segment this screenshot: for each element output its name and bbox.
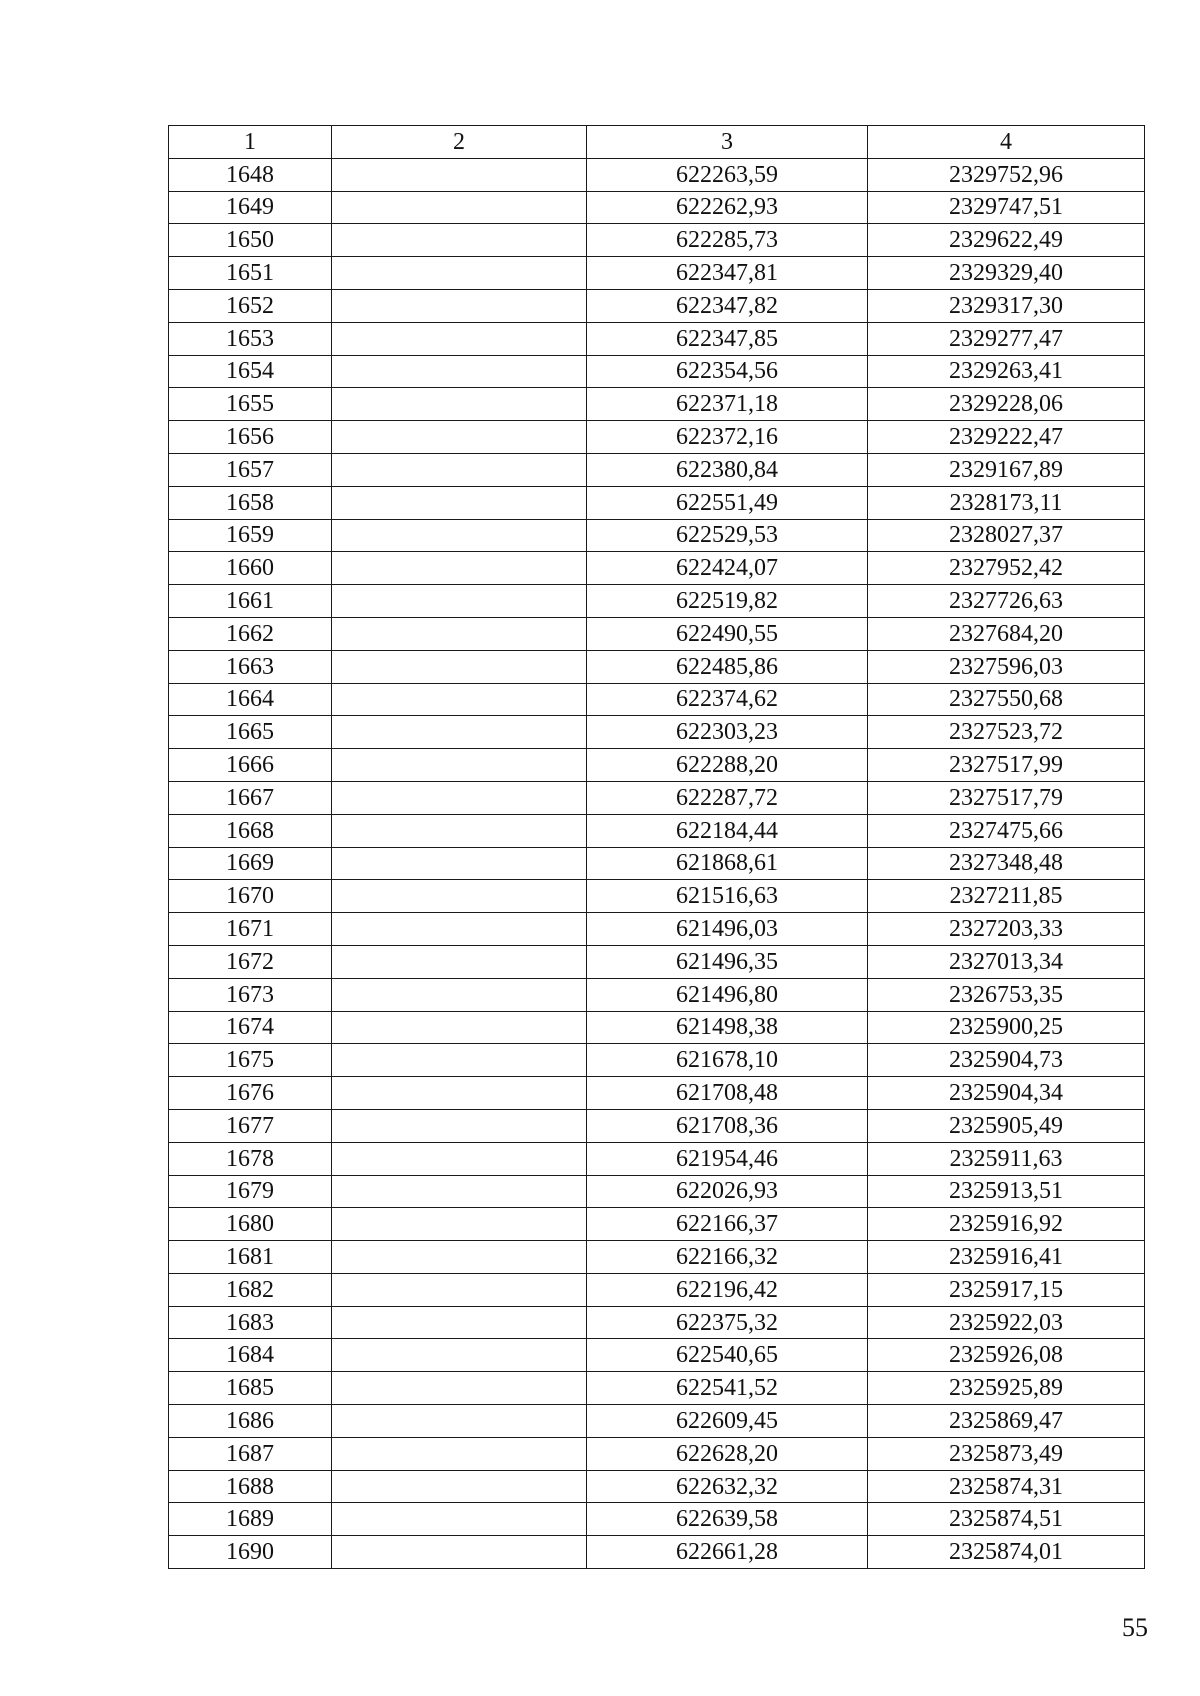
point-number-cell: 1684 (169, 1339, 332, 1372)
x-coordinate-cell: 622375,32 (587, 1306, 868, 1339)
column-2-cell (332, 289, 587, 322)
point-number-cell: 1675 (169, 1044, 332, 1077)
table-row (169, 1405, 1145, 1438)
x-coordinate-cell: 621708,36 (587, 1109, 868, 1142)
point-number-cell: 1668 (169, 814, 332, 847)
column-2-cell (332, 1437, 587, 1470)
table-row (169, 781, 1145, 814)
column-2-cell (332, 1044, 587, 1077)
column-2-cell (332, 1077, 587, 1110)
table-row (169, 1372, 1145, 1405)
column-2-cell (332, 1011, 587, 1044)
y-coordinate-cell: 2327523,72 (868, 716, 1145, 749)
table-row (169, 1339, 1145, 1372)
table-header (169, 126, 1145, 159)
x-coordinate-cell: 622609,45 (587, 1405, 868, 1438)
point-number-cell: 1682 (169, 1273, 332, 1306)
x-coordinate-cell: 622026,93 (587, 1175, 868, 1208)
y-coordinate-cell: 2327726,63 (868, 585, 1145, 618)
y-coordinate-cell: 2325916,92 (868, 1208, 1145, 1241)
x-coordinate-cell: 622541,52 (587, 1372, 868, 1405)
x-coordinate-cell: 621496,35 (587, 945, 868, 978)
x-coordinate-cell: 622166,37 (587, 1208, 868, 1241)
column-2-cell (332, 1339, 587, 1372)
table-row (169, 978, 1145, 1011)
x-coordinate-cell: 622380,84 (587, 453, 868, 486)
table-row (169, 1011, 1145, 1044)
y-coordinate-cell: 2325922,03 (868, 1306, 1145, 1339)
x-coordinate-cell: 622347,82 (587, 289, 868, 322)
table-row (169, 191, 1145, 224)
x-coordinate-cell: 622519,82 (587, 585, 868, 618)
x-coordinate-cell: 622347,81 (587, 257, 868, 290)
y-coordinate-cell: 2329263,41 (868, 355, 1145, 388)
column-2-cell (332, 683, 587, 716)
column-2-cell (332, 486, 587, 519)
table-row (169, 617, 1145, 650)
point-number-cell: 1666 (169, 749, 332, 782)
y-coordinate-cell: 2329329,40 (868, 257, 1145, 290)
table-row (169, 749, 1145, 782)
x-coordinate-cell: 621678,10 (587, 1044, 868, 1077)
y-coordinate-cell: 2327517,79 (868, 781, 1145, 814)
y-coordinate-cell: 2325904,34 (868, 1077, 1145, 1110)
x-coordinate-cell: 622661,28 (587, 1536, 868, 1569)
y-coordinate-cell: 2325874,01 (868, 1536, 1145, 1569)
column-2-cell (332, 1306, 587, 1339)
y-coordinate-cell: 2329622,49 (868, 224, 1145, 257)
column-2-cell (332, 453, 587, 486)
y-coordinate-cell: 2325874,31 (868, 1470, 1145, 1503)
column-2-cell (332, 749, 587, 782)
y-coordinate-cell: 2325874,51 (868, 1503, 1145, 1536)
y-coordinate-cell: 2327211,85 (868, 880, 1145, 913)
table-row (169, 683, 1145, 716)
column-2-cell (332, 421, 587, 454)
column-2-cell (332, 355, 587, 388)
point-number-cell: 1649 (169, 191, 332, 224)
x-coordinate-cell: 622287,72 (587, 781, 868, 814)
x-coordinate-cell: 621954,46 (587, 1142, 868, 1175)
column-2-cell (332, 552, 587, 585)
x-coordinate-cell: 621516,63 (587, 880, 868, 913)
table-row (169, 1306, 1145, 1339)
y-coordinate-cell: 2327475,66 (868, 814, 1145, 847)
table-row (169, 224, 1145, 257)
x-coordinate-cell: 622639,58 (587, 1503, 868, 1536)
column-2-cell (332, 617, 587, 650)
column-2-cell (332, 650, 587, 683)
header-row (169, 126, 1145, 159)
x-coordinate-cell: 622540,65 (587, 1339, 868, 1372)
y-coordinate-cell: 2329277,47 (868, 322, 1145, 355)
y-coordinate-cell: 2327684,20 (868, 617, 1145, 650)
table-row (169, 1273, 1145, 1306)
x-coordinate-cell: 621496,03 (587, 913, 868, 946)
x-coordinate-cell: 622372,16 (587, 421, 868, 454)
point-number-cell: 1671 (169, 913, 332, 946)
point-number-cell: 1690 (169, 1536, 332, 1569)
point-number-cell: 1679 (169, 1175, 332, 1208)
table-row (169, 453, 1145, 486)
table-row (169, 1044, 1145, 1077)
point-number-cell: 1683 (169, 1306, 332, 1339)
column-2-cell (332, 1208, 587, 1241)
x-coordinate-cell: 622196,42 (587, 1273, 868, 1306)
point-number-cell: 1667 (169, 781, 332, 814)
point-number-cell: 1661 (169, 585, 332, 618)
y-coordinate-cell: 2325926,08 (868, 1339, 1145, 1372)
y-coordinate-cell: 2325904,73 (868, 1044, 1145, 1077)
column-2-cell (332, 322, 587, 355)
y-coordinate-cell: 2329222,47 (868, 421, 1145, 454)
table-row (169, 847, 1145, 880)
y-coordinate-cell: 2325925,89 (868, 1372, 1145, 1405)
table-row (169, 486, 1145, 519)
point-number-cell: 1689 (169, 1503, 332, 1536)
x-coordinate-cell: 622551,49 (587, 486, 868, 519)
column-2-cell (332, 1405, 587, 1438)
x-coordinate-cell: 622354,56 (587, 355, 868, 388)
column-2-cell (332, 913, 587, 946)
column-2-cell (332, 158, 587, 191)
table-row (169, 945, 1145, 978)
point-number-cell: 1657 (169, 453, 332, 486)
point-number-cell: 1652 (169, 289, 332, 322)
x-coordinate-cell: 622285,73 (587, 224, 868, 257)
column-2-cell (332, 978, 587, 1011)
y-coordinate-cell: 2328173,11 (868, 486, 1145, 519)
x-coordinate-cell: 622347,85 (587, 322, 868, 355)
table-row (169, 1142, 1145, 1175)
x-coordinate-cell: 621496,80 (587, 978, 868, 1011)
table-row (169, 1109, 1145, 1142)
column-2-cell (332, 1503, 587, 1536)
column-header-1: 1 (169, 126, 332, 159)
y-coordinate-cell: 2325916,41 (868, 1241, 1145, 1274)
x-coordinate-cell: 622632,32 (587, 1470, 868, 1503)
point-number-cell: 1664 (169, 683, 332, 716)
point-number-cell: 1685 (169, 1372, 332, 1405)
x-coordinate-cell: 622263,59 (587, 158, 868, 191)
column-2-cell (332, 880, 587, 913)
point-number-cell: 1669 (169, 847, 332, 880)
y-coordinate-cell: 2329747,51 (868, 191, 1145, 224)
column-2-cell (332, 257, 587, 290)
x-coordinate-cell: 622184,44 (587, 814, 868, 847)
table-row (169, 158, 1145, 191)
column-2-cell (332, 1273, 587, 1306)
table-row (169, 1470, 1145, 1503)
x-coordinate-cell: 622485,86 (587, 650, 868, 683)
point-number-cell: 1660 (169, 552, 332, 585)
x-coordinate-cell: 621868,61 (587, 847, 868, 880)
x-coordinate-cell: 622288,20 (587, 749, 868, 782)
y-coordinate-cell: 2327550,68 (868, 683, 1145, 716)
point-number-cell: 1676 (169, 1077, 332, 1110)
column-2-cell (332, 945, 587, 978)
y-coordinate-cell: 2325917,15 (868, 1273, 1145, 1306)
table-row (169, 913, 1145, 946)
y-coordinate-cell: 2329317,30 (868, 289, 1145, 322)
column-2-cell (332, 1536, 587, 1569)
table-row (169, 322, 1145, 355)
table-body (169, 158, 1145, 1568)
point-number-cell: 1663 (169, 650, 332, 683)
y-coordinate-cell: 2327952,42 (868, 552, 1145, 585)
y-coordinate-cell: 2329752,96 (868, 158, 1145, 191)
x-coordinate-cell: 622490,55 (587, 617, 868, 650)
point-number-cell: 1677 (169, 1109, 332, 1142)
y-coordinate-cell: 2325913,51 (868, 1175, 1145, 1208)
y-coordinate-cell: 2325869,47 (868, 1405, 1145, 1438)
table-row (169, 585, 1145, 618)
table-row (169, 1241, 1145, 1274)
x-coordinate-cell: 622529,53 (587, 519, 868, 552)
point-number-cell: 1654 (169, 355, 332, 388)
column-header-2: 2 (332, 126, 587, 159)
table-row (169, 421, 1145, 454)
table-row (169, 1208, 1145, 1241)
column-header-4: 4 (868, 126, 1145, 159)
point-number-cell: 1659 (169, 519, 332, 552)
coordinates-table (168, 125, 1145, 1569)
table-row (169, 650, 1145, 683)
y-coordinate-cell: 2325905,49 (868, 1109, 1145, 1142)
table-row (169, 388, 1145, 421)
table-row (169, 1503, 1145, 1536)
x-coordinate-cell: 622628,20 (587, 1437, 868, 1470)
y-coordinate-cell: 2325900,25 (868, 1011, 1145, 1044)
point-number-cell: 1672 (169, 945, 332, 978)
x-coordinate-cell: 622424,07 (587, 552, 868, 585)
point-number-cell: 1650 (169, 224, 332, 257)
y-coordinate-cell: 2328027,37 (868, 519, 1145, 552)
table-row (169, 1536, 1145, 1569)
table-row (169, 1077, 1145, 1110)
table-row (169, 257, 1145, 290)
x-coordinate-cell: 622303,23 (587, 716, 868, 749)
point-number-cell: 1653 (169, 322, 332, 355)
point-number-cell: 1678 (169, 1142, 332, 1175)
y-coordinate-cell: 2325911,63 (868, 1142, 1145, 1175)
column-2-cell (332, 1241, 587, 1274)
x-coordinate-cell: 622166,32 (587, 1241, 868, 1274)
column-2-cell (332, 1109, 587, 1142)
point-number-cell: 1648 (169, 158, 332, 191)
x-coordinate-cell: 622262,93 (587, 191, 868, 224)
y-coordinate-cell: 2327203,33 (868, 913, 1145, 946)
table-row (169, 552, 1145, 585)
point-number-cell: 1670 (169, 880, 332, 913)
column-2-cell (332, 191, 587, 224)
x-coordinate-cell: 622374,62 (587, 683, 868, 716)
table-row (169, 880, 1145, 913)
column-2-cell (332, 1142, 587, 1175)
column-2-cell (332, 388, 587, 421)
point-number-cell: 1687 (169, 1437, 332, 1470)
point-number-cell: 1655 (169, 388, 332, 421)
table-row (169, 814, 1145, 847)
x-coordinate-cell: 621708,48 (587, 1077, 868, 1110)
column-header-3: 3 (587, 126, 868, 159)
point-number-cell: 1658 (169, 486, 332, 519)
column-2-cell (332, 1470, 587, 1503)
y-coordinate-cell: 2329228,06 (868, 388, 1145, 421)
point-number-cell: 1674 (169, 1011, 332, 1044)
table-row (169, 1437, 1145, 1470)
table-row (169, 519, 1145, 552)
y-coordinate-cell: 2326753,35 (868, 978, 1145, 1011)
column-2-cell (332, 585, 587, 618)
y-coordinate-cell: 2327013,34 (868, 945, 1145, 978)
x-coordinate-cell: 621498,38 (587, 1011, 868, 1044)
point-number-cell: 1688 (169, 1470, 332, 1503)
table-row (169, 289, 1145, 322)
point-number-cell: 1662 (169, 617, 332, 650)
table-row (169, 355, 1145, 388)
y-coordinate-cell: 2327348,48 (868, 847, 1145, 880)
y-coordinate-cell: 2325873,49 (868, 1437, 1145, 1470)
table-row (169, 716, 1145, 749)
column-2-cell (332, 1175, 587, 1208)
column-2-cell (332, 519, 587, 552)
column-2-cell (332, 1372, 587, 1405)
point-number-cell: 1680 (169, 1208, 332, 1241)
point-number-cell: 1681 (169, 1241, 332, 1274)
point-number-cell: 1686 (169, 1405, 332, 1438)
column-2-cell (332, 781, 587, 814)
y-coordinate-cell: 2329167,89 (868, 453, 1145, 486)
y-coordinate-cell: 2327596,03 (868, 650, 1145, 683)
point-number-cell: 1651 (169, 257, 332, 290)
point-number-cell: 1673 (169, 978, 332, 1011)
column-2-cell (332, 716, 587, 749)
column-2-cell (332, 224, 587, 257)
point-number-cell: 1665 (169, 716, 332, 749)
column-2-cell (332, 814, 587, 847)
page-number: 55 (1122, 1613, 1148, 1642)
x-coordinate-cell: 622371,18 (587, 388, 868, 421)
table-row (169, 1175, 1145, 1208)
column-2-cell (332, 847, 587, 880)
point-number-cell: 1656 (169, 421, 332, 454)
y-coordinate-cell: 2327517,99 (868, 749, 1145, 782)
